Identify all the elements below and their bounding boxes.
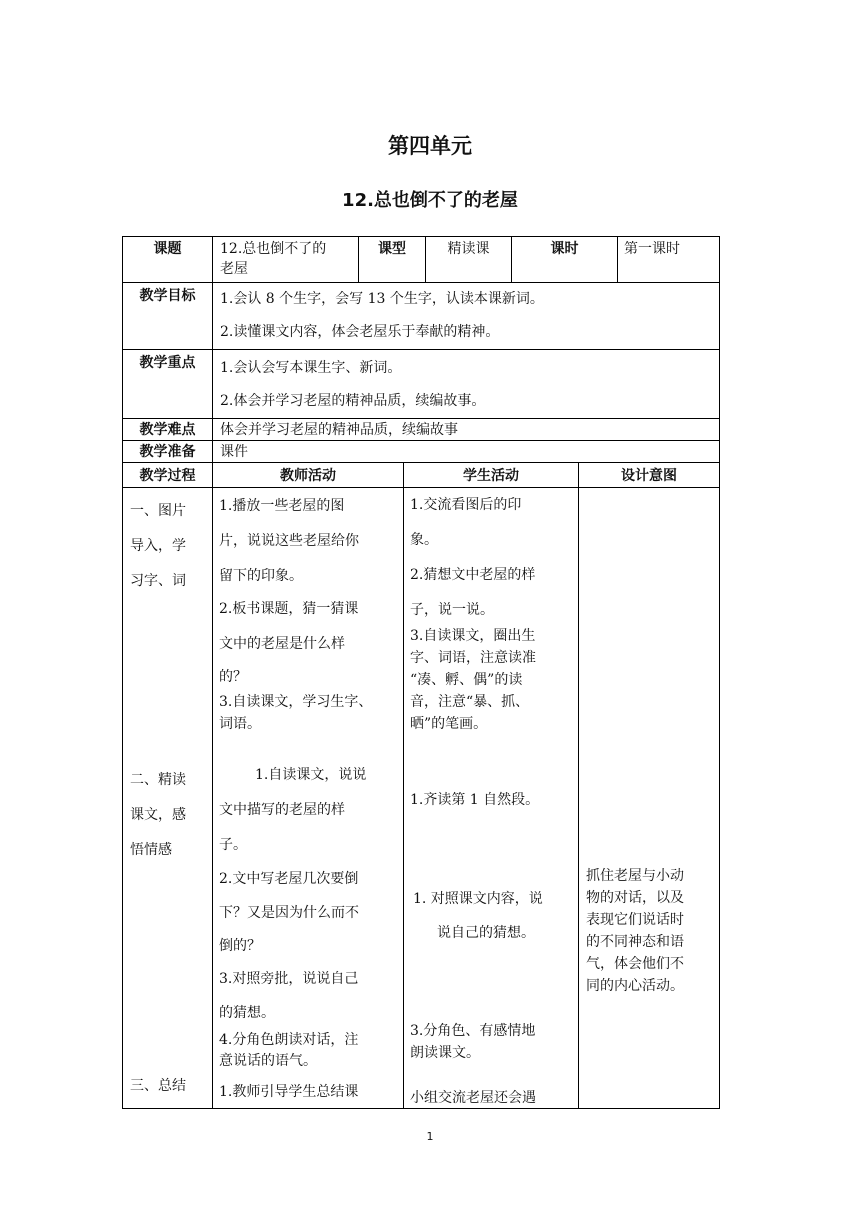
topic-value-line2: 老屋 xyxy=(220,261,248,277)
student-line: 3.分角色、有感情地 xyxy=(410,1023,536,1039)
teacher-line: 子。 xyxy=(219,837,247,853)
intent-line: 表现它们说话时 xyxy=(586,912,684,928)
goal-item-1: 1.会认 8 个生字，会写 13 个生字，认读本课新词。 xyxy=(220,291,544,307)
teacher-line: 3.对照旁批，说说自己 xyxy=(219,971,359,987)
teacher-line: 2.板书课题，猜一猜课 xyxy=(219,601,359,617)
topic-label: 课题 xyxy=(153,241,182,257)
process-step-2-line2: 课文，感 xyxy=(130,807,186,823)
student-line: 1. 对照课文内容，说 xyxy=(413,891,543,907)
process-step-1-line1: 一、图片 xyxy=(130,503,186,519)
table-rule xyxy=(578,462,579,1109)
col-teacher-header: 教师活动 xyxy=(280,468,336,484)
preparation-label: 教学准备 xyxy=(139,444,196,460)
teacher-line: 的猜想。 xyxy=(219,1005,275,1021)
difficulty-value: 体会并学习老屋的精神品质，续编故事 xyxy=(220,422,458,438)
type-label: 课型 xyxy=(378,241,406,257)
intent-line: 抓住老屋与小动 xyxy=(586,868,684,884)
student-line: 字、词语，注意读准 xyxy=(410,650,536,666)
teacher-line: 1.播放一些老屋的图 xyxy=(219,498,345,514)
process-step-1-line2: 导入，学 xyxy=(130,538,186,554)
topic-value-line1: 12.总也倒不了的 xyxy=(220,241,327,257)
student-line: 1.齐读第 1 自然段。 xyxy=(410,792,540,808)
unit-title: 第四单元 xyxy=(388,134,472,158)
teacher-line: 的？ xyxy=(219,669,247,685)
teacher-line: 意说话的语气。 xyxy=(219,1053,317,1069)
teacher-line: 文中描写的老屋的样 xyxy=(219,802,345,818)
student-line: 3.自读课文，圈出生 xyxy=(410,628,536,644)
teacher-line: 2.文中写老屋几次要倒 xyxy=(219,871,359,887)
intent-line: 同的内心活动。 xyxy=(586,978,684,994)
table-rule xyxy=(719,236,720,1109)
key-point-item-1: 1.会认会写本课生字、新词。 xyxy=(220,360,402,376)
teacher-line: 片，说说这些老屋给你 xyxy=(219,533,359,549)
col-student-header: 学生活动 xyxy=(463,468,519,484)
intent-line: 物的对话，以及 xyxy=(586,890,684,906)
table-rule xyxy=(403,462,404,1109)
lesson-title: 12.总也倒不了的老屋 xyxy=(342,190,518,211)
student-line: 2.猜想文中老屋的样 xyxy=(410,567,536,583)
student-line: 音，注意“暴、抓、 xyxy=(410,694,530,710)
teacher-line: 留下的印象。 xyxy=(219,568,303,584)
col-process-header: 教学过程 xyxy=(139,468,196,484)
teacher-line: 文中的老屋是什么样 xyxy=(219,636,345,652)
difficulty-label: 教学难点 xyxy=(139,422,196,438)
teacher-line: 1.教师引导学生总结课 xyxy=(219,1084,359,1100)
teacher-line: 下？又是因为什么而不 xyxy=(219,905,359,921)
teacher-line: 倒的？ xyxy=(219,938,261,954)
key-points-label: 教学重点 xyxy=(139,355,196,371)
process-step-2-line1: 二、精读 xyxy=(130,772,186,788)
teacher-line: 3.自读课文，学习生字、 xyxy=(219,694,373,710)
table-rule xyxy=(212,236,213,1109)
process-step-3-line1: 三、总结 xyxy=(130,1078,186,1094)
teacher-line: 4.分角色朗读对话，注 xyxy=(219,1032,359,1048)
intent-line: 的不同神态和语 xyxy=(586,934,684,950)
goal-item-2: 2.读懂课文内容，体会老屋乐于奉献的精神。 xyxy=(220,324,500,340)
goals-label: 教学目标 xyxy=(139,288,196,304)
student-line: 朗读课文。 xyxy=(410,1045,480,1061)
period-label: 课时 xyxy=(550,241,579,257)
intent-line: 气，体会他们不 xyxy=(586,956,684,972)
student-line: 小组交流老屋还会遇 xyxy=(410,1090,536,1106)
student-line: 象。 xyxy=(410,532,438,548)
col-intent-header: 设计意图 xyxy=(621,468,677,484)
student-line: “凑、孵、偶”的读 xyxy=(410,672,523,688)
page-number: 1 xyxy=(426,1130,434,1143)
type-value: 精读课 xyxy=(447,241,490,257)
table-rule xyxy=(617,236,618,282)
process-step-2-line3: 悟情感 xyxy=(130,842,172,858)
student-line: 说自己的猜想。 xyxy=(437,925,535,941)
teacher-line: 1.自读课文，说说 xyxy=(255,767,367,783)
student-line: 1.交流看图后的印 xyxy=(410,497,522,513)
teacher-line: 词语。 xyxy=(219,716,261,732)
key-point-item-2: 2.体会并学习老屋的精神品质，续编故事。 xyxy=(220,393,486,409)
preparation-value: 课件 xyxy=(220,444,248,460)
process-step-1-line3: 习字、词 xyxy=(130,573,186,589)
student-line: 子，说一说。 xyxy=(410,602,494,618)
student-line: 晒”的笔画。 xyxy=(410,716,488,732)
period-value: 第一课时 xyxy=(624,241,680,257)
